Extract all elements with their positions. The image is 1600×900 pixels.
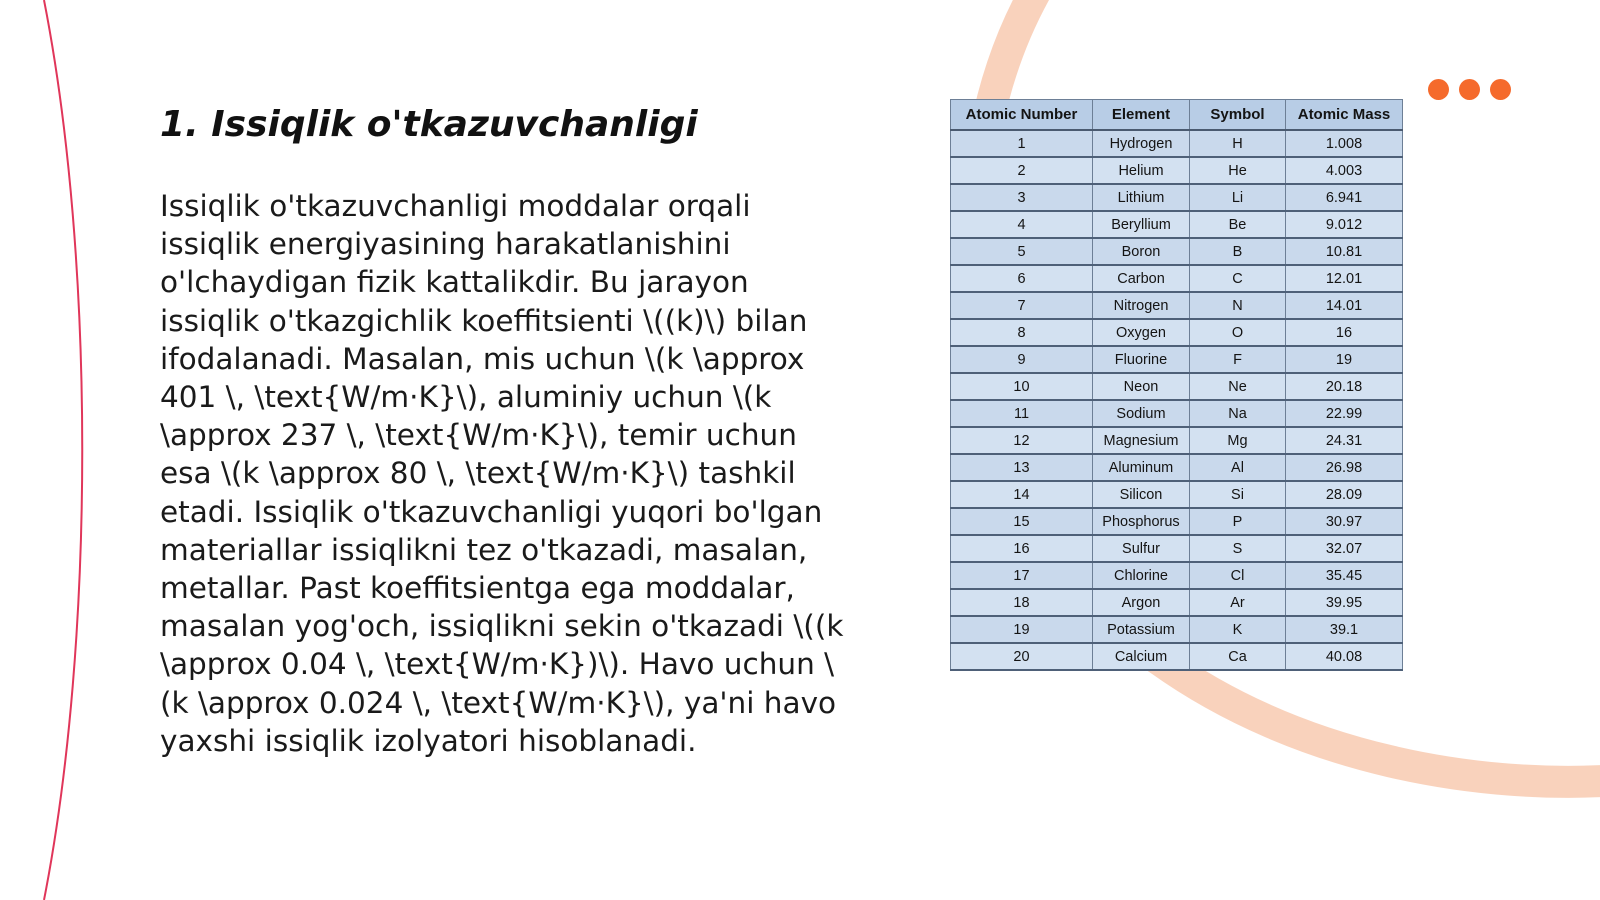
atomic-mass-cell: 9.012: [1286, 211, 1403, 238]
header-atomic-mass: Atomic Mass: [1286, 100, 1403, 131]
element-cell: Aluminum: [1093, 454, 1190, 481]
symbol-cell: B: [1190, 238, 1286, 265]
symbol-cell: O: [1190, 319, 1286, 346]
atomic-mass-cell: 12.01: [1286, 265, 1403, 292]
atomic-mass-cell: 14.01: [1286, 292, 1403, 319]
element-cell: Hydrogen: [1093, 130, 1190, 157]
atomic-number-cell: 19: [951, 616, 1093, 643]
symbol-cell: C: [1190, 265, 1286, 292]
atomic-mass-cell: 30.97: [1286, 508, 1403, 535]
symbol-cell: S: [1190, 535, 1286, 562]
atomic-mass-cell: 1.008: [1286, 130, 1403, 157]
atomic-number-cell: 2: [951, 157, 1093, 184]
symbol-cell: Ca: [1190, 643, 1286, 670]
symbol-cell: Li: [1190, 184, 1286, 211]
element-cell: Magnesium: [1093, 427, 1190, 454]
table-row: [951, 130, 1403, 157]
atomic-mass-cell: 40.08: [1286, 643, 1403, 670]
atomic-mass-cell: 39.1: [1286, 616, 1403, 643]
table-row: [951, 616, 1403, 643]
slide-title: 1. Issiqlik o'tkazuvchanligi: [160, 104, 698, 145]
atomic-number-cell: 9: [951, 346, 1093, 373]
dot-icon: [1490, 79, 1511, 100]
elements-table: [950, 99, 1403, 671]
atomic-mass-cell: 20.18: [1286, 373, 1403, 400]
element-cell: Helium: [1093, 157, 1190, 184]
symbol-cell: F: [1190, 346, 1286, 373]
symbol-cell: Ne: [1190, 373, 1286, 400]
symbol-cell: H: [1190, 130, 1286, 157]
atomic-number-cell: 14: [951, 481, 1093, 508]
table-row: [951, 292, 1403, 319]
atomic-mass-cell: 26.98: [1286, 454, 1403, 481]
table-header-row: [951, 100, 1403, 131]
table-row: [951, 319, 1403, 346]
table-row: [951, 508, 1403, 535]
symbol-cell: Cl: [1190, 562, 1286, 589]
dot-icon: [1459, 79, 1480, 100]
atomic-mass-cell: 4.003: [1286, 157, 1403, 184]
atomic-mass-cell: 10.81: [1286, 238, 1403, 265]
atomic-mass-cell: 28.09: [1286, 481, 1403, 508]
atomic-number-cell: 6: [951, 265, 1093, 292]
slide-body-text: Issiqlik o'tkazuvchanligi moddalar orqali issiqlik energiyasining harakatlanishini o'lchaydigan fizik kattalikdir. Bu jarayon issiqlik o'tkazgichlik koeffitsienti \((k)\) bilan ifodalanadi. Masalan, mis uchun \(k \approx 401 \, \text{W/m·K}\), aluminiy uchun \(k \approx 237 \, \text{W/m·K}\), temir uchun esa \(k \approx 80 \, \text{W/m·K}\) tashkil etadi. Issiqlik o'tkazuvchanligi yuqori bo'lgan materiallar issiqlikni tez o'tkazadi, masalan, metallar. Past koeffitsientga ega moddalar, masalan yog'och, issiqlikni sekin o'tkazadi \((k \approx 0.04 \, \text{W/m·K})\). Havo uchun \(k \approx 0.024 \, \text{W/m·K}\), ya'ni havo yaxshi issiqlik izolyatori hisoblanadi.: [160, 189, 844, 758]
atomic-number-cell: 11: [951, 400, 1093, 427]
table-row: [951, 589, 1403, 616]
table-row: [951, 454, 1403, 481]
dot-icon: [1428, 79, 1449, 100]
element-cell: Oxygen: [1093, 319, 1190, 346]
atomic-mass-cell: 22.99: [1286, 400, 1403, 427]
table-body: [951, 130, 1403, 670]
atomic-number-cell: 20: [951, 643, 1093, 670]
table-row: [951, 400, 1403, 427]
table-row: [951, 481, 1403, 508]
atomic-number-cell: 13: [951, 454, 1093, 481]
atomic-number-cell: 10: [951, 373, 1093, 400]
atomic-number-cell: 17: [951, 562, 1093, 589]
atomic-mass-cell: 16: [1286, 319, 1403, 346]
table-row: [951, 427, 1403, 454]
symbol-cell: Mg: [1190, 427, 1286, 454]
atomic-number-cell: 7: [951, 292, 1093, 319]
table-row: [951, 562, 1403, 589]
dots-icon: [1428, 79, 1511, 100]
element-cell: Chlorine: [1093, 562, 1190, 589]
table-row: [951, 373, 1403, 400]
element-cell: Sodium: [1093, 400, 1190, 427]
atomic-mass-cell: 6.941: [1286, 184, 1403, 211]
atomic-number-cell: 18: [951, 589, 1093, 616]
element-cell: Argon: [1093, 589, 1190, 616]
table-row: [951, 157, 1403, 184]
table-row: [951, 238, 1403, 265]
header-atomic-number: Atomic Number: [951, 100, 1093, 131]
element-cell: Sulfur: [1093, 535, 1190, 562]
atomic-number-cell: 16: [951, 535, 1093, 562]
symbol-cell: Al: [1190, 454, 1286, 481]
element-cell: Fluorine: [1093, 346, 1190, 373]
atomic-mass-cell: 32.07: [1286, 535, 1403, 562]
element-cell: Silicon: [1093, 481, 1190, 508]
table-row: [951, 346, 1403, 373]
atomic-number-cell: 8: [951, 319, 1093, 346]
element-cell: Potassium: [1093, 616, 1190, 643]
atomic-number-cell: 5: [951, 238, 1093, 265]
element-cell: Lithium: [1093, 184, 1190, 211]
atomic-number-cell: 4: [951, 211, 1093, 238]
atomic-mass-cell: 35.45: [1286, 562, 1403, 589]
table-row: [951, 643, 1403, 670]
symbol-cell: He: [1190, 157, 1286, 184]
element-cell: Neon: [1093, 373, 1190, 400]
symbol-cell: K: [1190, 616, 1286, 643]
symbol-cell: Na: [1190, 400, 1286, 427]
header-element: Element: [1093, 100, 1190, 131]
symbol-cell: Si: [1190, 481, 1286, 508]
element-cell: Beryllium: [1093, 211, 1190, 238]
atomic-number-cell: 12: [951, 427, 1093, 454]
table-row: [951, 535, 1403, 562]
symbol-cell: P: [1190, 508, 1286, 535]
curved-line: [44, 0, 82, 900]
symbol-cell: N: [1190, 292, 1286, 319]
atomic-number-cell: 1: [951, 130, 1093, 157]
atomic-mass-cell: 19: [1286, 346, 1403, 373]
table-row: [951, 184, 1403, 211]
element-cell: Calcium: [1093, 643, 1190, 670]
table-row: [951, 265, 1403, 292]
atomic-mass-cell: 39.95: [1286, 589, 1403, 616]
element-cell: Boron: [1093, 238, 1190, 265]
element-cell: Phosphorus: [1093, 508, 1190, 535]
symbol-cell: Ar: [1190, 589, 1286, 616]
table-row: [951, 211, 1403, 238]
header-symbol: Symbol: [1190, 100, 1286, 131]
atomic-number-cell: 3: [951, 184, 1093, 211]
atomic-number-cell: 15: [951, 508, 1093, 535]
element-cell: Carbon: [1093, 265, 1190, 292]
atomic-mass-cell: 24.31: [1286, 427, 1403, 454]
symbol-cell: Be: [1190, 211, 1286, 238]
element-cell: Nitrogen: [1093, 292, 1190, 319]
